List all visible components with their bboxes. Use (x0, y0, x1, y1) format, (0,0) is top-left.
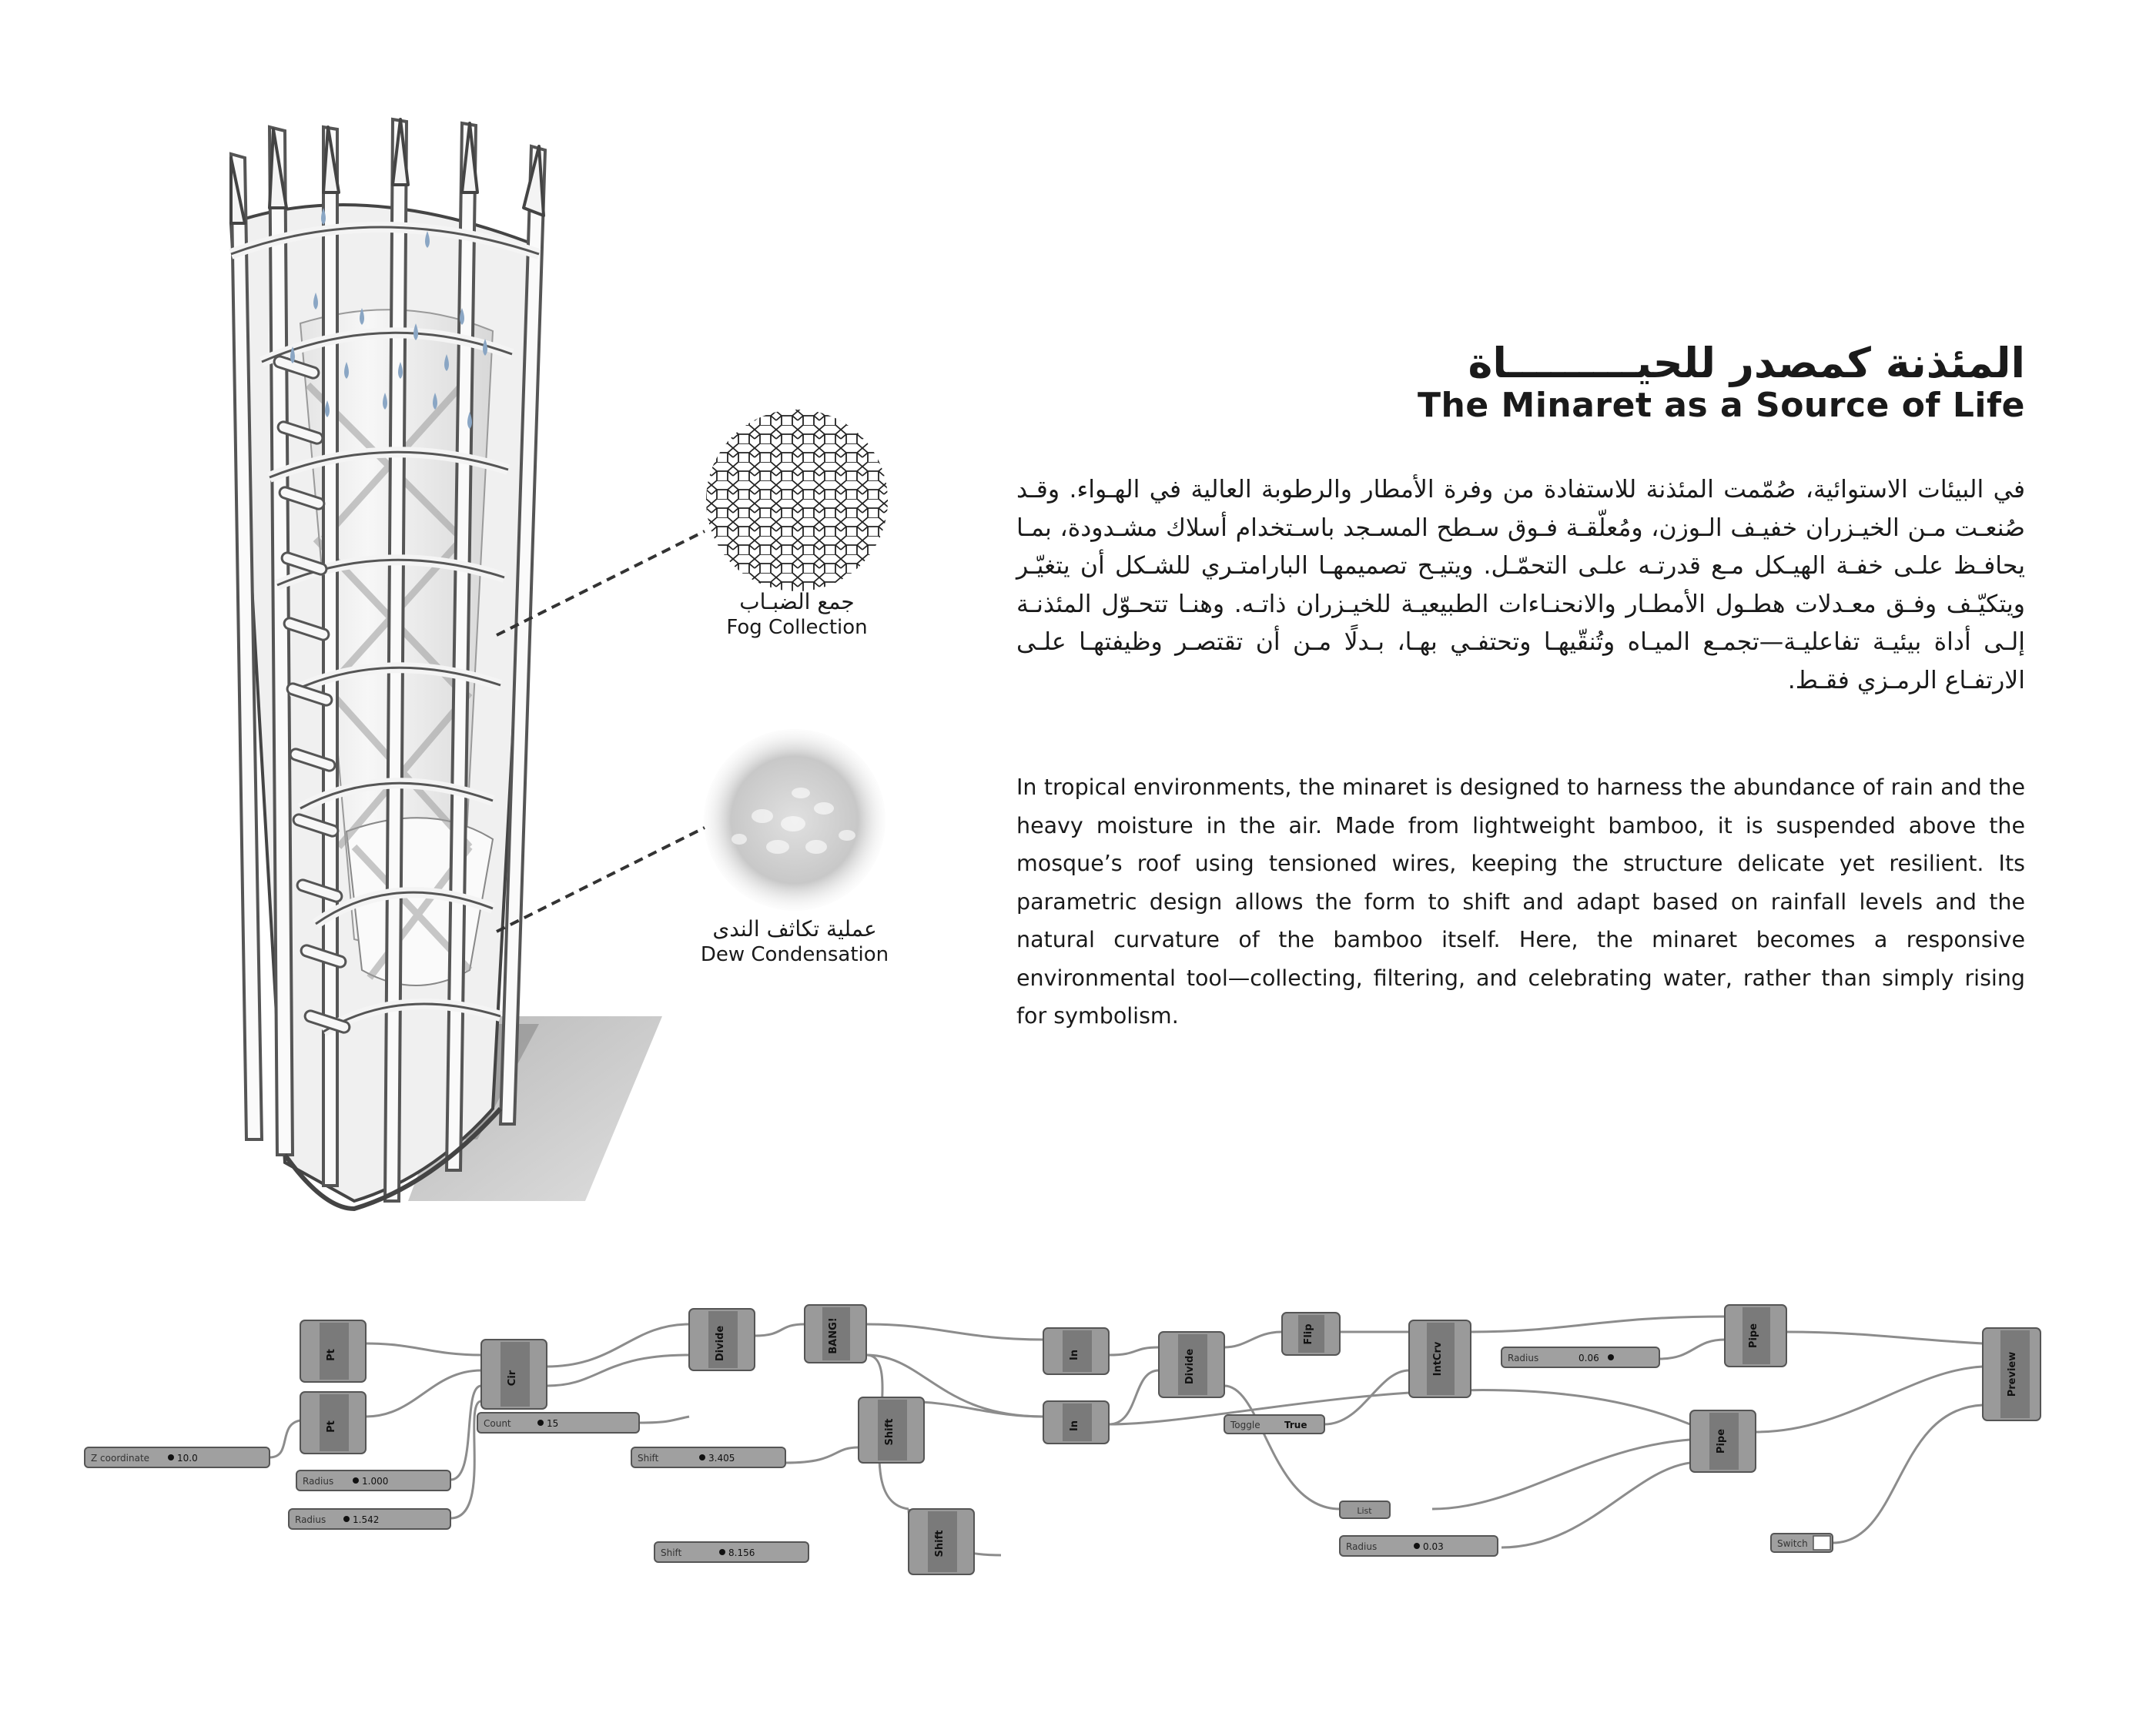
node-pipe-1[interactable] (1725, 1305, 1786, 1367)
node-shift-2[interactable] (909, 1509, 974, 1574)
slider-z-coordinate[interactable] (85, 1447, 270, 1467)
node-divide-1[interactable] (689, 1309, 755, 1370)
node-flip[interactable] (1282, 1313, 1340, 1355)
slider-count-label: Count (484, 1418, 511, 1429)
node-flip-label: Flip (1303, 1323, 1314, 1345)
node-in-2[interactable] (1043, 1401, 1109, 1444)
slider-radius-2[interactable] (289, 1509, 450, 1529)
node-cir-label: Cir (507, 1370, 518, 1387)
toggle-true[interactable] (1224, 1415, 1324, 1434)
node-intcrv-label: IntCrv (1432, 1341, 1444, 1377)
slider-radius-4[interactable] (1340, 1536, 1498, 1556)
slider-radius-2-label: Radius (295, 1514, 326, 1525)
title-arabic: المئذنة كمصدر للحيـــــــــاة (1468, 339, 2025, 387)
fog-label-en: Fog Collection (726, 616, 868, 639)
node-shift-2-label: Shift (934, 1530, 946, 1557)
slider-radius-2-value: 1.542 (353, 1514, 380, 1525)
dew-label-en: Dew Condensation (700, 943, 889, 966)
paragraph-english: In tropical environments, the minaret is designed to harness the abundance of rain and the heavy moisture in the air. Made from lightweight bamboo, it is suspended above the mosque’s roof using tensioned wires, keeping the structure delicate yet resilient. Its parametric design allows the form to shift and adapt based on rainfall levels and the natural curvature of the bamboo itself. Here, the minaret becomes a responsive environmental tool—collecting, filtering, and celebrating water, rather than simply rising for symbolism. (1016, 775, 2025, 1029)
node-pipe-2[interactable] (1690, 1410, 1756, 1472)
slider-shift-a-value: 3.405 (708, 1453, 735, 1464)
slider-count[interactable] (477, 1413, 639, 1433)
slider-radius-4-value: 0.03 (1423, 1541, 1444, 1552)
node-preview[interactable] (1983, 1328, 2040, 1420)
toggle-value: True (1284, 1420, 1307, 1430)
slider-shift-a-label: Shift (638, 1453, 659, 1464)
slider-radius-1-label: Radius (303, 1476, 334, 1487)
node-divide-1-label: Divide (715, 1325, 726, 1362)
node-shift-1[interactable] (859, 1397, 924, 1463)
slider-count-value: 15 (547, 1418, 559, 1429)
slider-radius-3[interactable] (1502, 1347, 1659, 1367)
node-divide-2[interactable] (1159, 1332, 1224, 1397)
fog-net-icon (705, 408, 889, 593)
node-in-2-label: In (1069, 1420, 1080, 1432)
dew-condensation-icon (704, 729, 886, 911)
node-pt-2[interactable] (300, 1392, 366, 1454)
grasshopper-node-graph (0, 1270, 2156, 1594)
node-pipe-1-label: Pipe (1748, 1323, 1759, 1349)
toggle-label: Toggle (1230, 1420, 1260, 1430)
slider-radius-3-label: Radius (1508, 1353, 1539, 1363)
slider-shift-b-value: 8.156 (728, 1547, 755, 1558)
slider-shift-a[interactable] (631, 1447, 785, 1467)
slider-z-value: 10.0 (177, 1453, 198, 1464)
node-list[interactable] (1340, 1501, 1390, 1518)
node-bang-label: BANG! (828, 1317, 839, 1354)
node-pt-1-label: Pt (326, 1349, 337, 1361)
node-divide-2-label: Divide (1184, 1348, 1196, 1385)
paragraph-arabic: في البيئات الاستوائية، صُمّمت المئذنة للاستفادة من وفرة الأمطار والرطوبة العالية في الهـواء. وقـد صُنعـت مـن الخيـزران خفيـف الـوزن، ومُعلّقـة فـوق سـطح المسـجد باسـتخدام أسلاك مشـدودة، بمـا يحافـظ علـى خفـة الهيـكل مـع قدرتـه علـى التحمّـل. ويتيـح تصميمهـا البارامتـري للشـكل أن يتغيّـر ويتكيّـف وفـق معـدلات هطـول الأمطـار والانحنـاءات الطبيعيـة للخيـزران ذاتـه. وهنـا تتحـوّل المئذنـة إلـى أداة بيئيـة تفاعليـة—تجمـع الميـاه وتُنقّيهـا وتحتفـي بهـا، بـدلًا مـن أن تقتصـر وظيفتهـا علـى الارتفـاع الرمـزي فقـط. (1016, 476, 2025, 694)
node-intcrv[interactable] (1409, 1320, 1471, 1397)
node-pt-2-label: Pt (326, 1420, 337, 1433)
switch-boolean[interactable] (1771, 1534, 1833, 1552)
fog-label-ar: جمع الضبـاب (739, 589, 855, 614)
dew-leader-line (497, 828, 705, 932)
slider-radius-3-value: 0.06 (1578, 1353, 1599, 1363)
slider-z-label: Z coordinate (91, 1453, 150, 1464)
node-bang[interactable] (805, 1305, 866, 1363)
node-in-1-label: In (1069, 1349, 1080, 1361)
slider-radius-1-value: 1.000 (362, 1476, 389, 1487)
node-in-1[interactable] (1043, 1328, 1109, 1374)
slider-shift-b-label: Shift (661, 1547, 682, 1558)
switch-label: Switch (1777, 1538, 1808, 1549)
node-pt-1[interactable] (300, 1320, 366, 1382)
dew-callout (695, 916, 895, 967)
node-preview-label: Preview (2007, 1351, 2018, 1397)
slider-radius-4-label: Radius (1346, 1541, 1378, 1552)
dew-label-ar: عملية تكاثف الندى (712, 916, 877, 942)
node-list-label: List (1357, 1506, 1372, 1516)
node-shift-1-label: Shift (884, 1418, 896, 1446)
title-english: The Minaret as a Source of Life (1418, 386, 2025, 425)
slider-shift-b[interactable] (654, 1542, 808, 1562)
node-cir[interactable] (481, 1340, 547, 1409)
slider-radius-1[interactable] (296, 1470, 450, 1491)
fog-callout (697, 589, 897, 640)
node-pipe-2-label: Pipe (1716, 1428, 1727, 1454)
